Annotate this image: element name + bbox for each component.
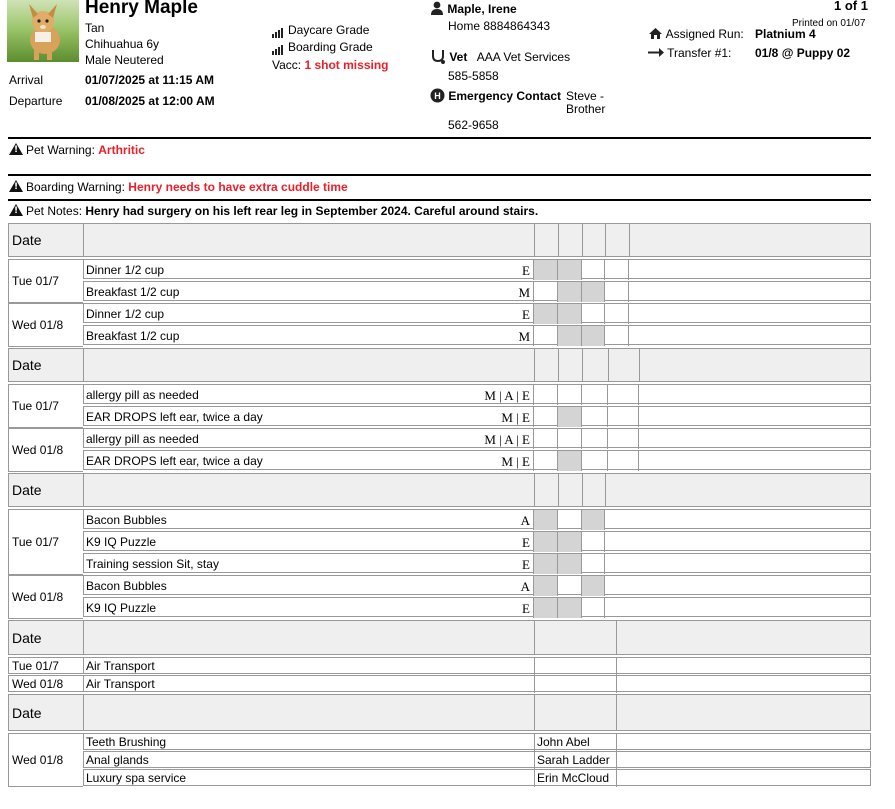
check-box xyxy=(638,407,871,427)
date-header: Date xyxy=(12,629,42,646)
assigned-run: Assigned Run: xyxy=(648,27,744,41)
list-item xyxy=(83,675,871,692)
owner-name: Maple, Irene xyxy=(430,1,517,16)
check-box xyxy=(628,304,871,324)
notes-cell xyxy=(616,658,872,675)
check-box xyxy=(604,282,628,302)
check-box xyxy=(557,407,581,427)
date-header: Date xyxy=(12,357,42,373)
check-box xyxy=(557,510,581,530)
date-header: Date xyxy=(12,232,42,248)
pet-photo xyxy=(7,0,79,62)
item-code: E xyxy=(522,557,530,572)
header-divider xyxy=(605,474,606,506)
warning-icon xyxy=(9,180,23,192)
pet-warning: !Pet Warning: Arthritic xyxy=(9,143,145,157)
check-box xyxy=(557,598,581,618)
check-box xyxy=(533,451,557,471)
arrow-right-icon xyxy=(648,47,664,58)
header-divider xyxy=(534,349,535,381)
item-name: EAR DROPS left ear, twice a day xyxy=(86,454,263,468)
check-row xyxy=(533,553,871,573)
header-divider xyxy=(558,474,559,506)
warning-icon xyxy=(9,204,23,216)
list-item xyxy=(83,509,533,529)
staff-cell xyxy=(534,734,616,751)
check-box xyxy=(533,576,557,596)
check-box xyxy=(638,429,871,449)
header-divider xyxy=(629,224,630,256)
notes-cell xyxy=(616,752,872,769)
item-name: Breakfast 1/2 cup xyxy=(86,329,180,343)
list-item xyxy=(83,751,871,768)
check-box xyxy=(581,598,604,618)
check-box xyxy=(533,510,557,530)
emergency-line: H Emergency Contact xyxy=(430,88,561,103)
list-item xyxy=(83,406,533,426)
divider xyxy=(8,199,871,201)
staff-cell xyxy=(534,752,616,769)
section-header xyxy=(8,348,871,382)
warning-icon xyxy=(9,143,23,155)
pet-notes: !Pet Notes: Henry had surgery on his left rear leg in September 2024. Careful around stairs. xyxy=(9,204,538,218)
header-divider xyxy=(534,474,535,506)
item-code: M xyxy=(518,285,530,300)
staff-name: Erin McCloud xyxy=(537,771,610,785)
header-divider xyxy=(616,695,617,730)
item-name: K9 IQ Puzzle xyxy=(86,601,157,615)
header-divider xyxy=(582,474,583,506)
check-box xyxy=(604,576,871,596)
check-box xyxy=(557,429,581,449)
vet-line: Vet AAA Vet Services xyxy=(430,49,570,65)
check-box xyxy=(581,282,604,302)
check-box xyxy=(557,260,581,280)
service-name: Air Transport xyxy=(86,659,155,673)
check-box xyxy=(581,304,604,324)
check-box xyxy=(607,451,638,471)
item-code: M | A | E xyxy=(484,388,530,403)
date-cell xyxy=(8,657,83,674)
check-box xyxy=(557,385,581,405)
date-label: Tue 01/7 xyxy=(12,274,59,288)
item-name: allergy pill as needed xyxy=(86,388,199,402)
item-name: Training session Sit, stay xyxy=(86,557,219,571)
divider xyxy=(8,174,871,176)
list-item xyxy=(83,531,533,551)
date-label: Wed 01/8 xyxy=(12,753,64,767)
check-row xyxy=(533,259,871,279)
check-box xyxy=(533,554,557,574)
check-box xyxy=(557,304,581,324)
emergency-phone: 562-9658 xyxy=(448,118,499,132)
check-box xyxy=(581,510,604,530)
check-row xyxy=(533,406,871,426)
check-box xyxy=(604,304,628,324)
item-code: E xyxy=(522,263,530,278)
check-box xyxy=(604,598,871,618)
check-box xyxy=(628,326,871,346)
signal-bars-icon xyxy=(272,24,286,35)
date-label: Tue 01/7 xyxy=(12,535,59,549)
vacc-status: Vacc: 1 shot missing xyxy=(272,58,389,72)
vet-phone: 585-5858 xyxy=(448,69,499,83)
check-row xyxy=(533,303,871,323)
section-header xyxy=(8,620,871,655)
item-code: M | A | E xyxy=(484,432,530,447)
check-box xyxy=(581,385,607,405)
check-box xyxy=(533,282,557,302)
item-code: M | E xyxy=(501,454,530,469)
emergency-relation: Brother xyxy=(566,102,606,116)
check-box xyxy=(628,282,871,302)
header-divider xyxy=(608,349,609,381)
transfer-value: 01/8 @ Puppy 02 xyxy=(755,46,851,60)
section-header xyxy=(8,223,871,257)
date-cell xyxy=(8,575,83,619)
header-divider xyxy=(582,224,583,256)
arrival-label: Arrival xyxy=(9,73,44,87)
service-name: Anal glands xyxy=(86,753,149,767)
chihuahua-photo-icon xyxy=(7,0,79,62)
staff-name: John Abel xyxy=(537,735,590,749)
check-box xyxy=(533,385,557,405)
person-icon xyxy=(430,1,444,15)
date-label: Wed 01/8 xyxy=(12,590,64,604)
item-name: Breakfast 1/2 cup xyxy=(86,285,180,299)
item-name: K9 IQ Puzzle xyxy=(86,535,157,549)
assigned-run-value: Platnium 4 xyxy=(755,27,816,41)
date-cell xyxy=(8,303,83,347)
item-code: E xyxy=(522,601,530,616)
check-box xyxy=(557,282,581,302)
check-row xyxy=(533,531,871,551)
item-code: A xyxy=(520,513,530,528)
date-cell xyxy=(8,509,83,575)
service-name: Air Transport xyxy=(86,677,155,691)
check-row xyxy=(533,428,871,448)
boarding-grade: Boarding Grade xyxy=(272,40,373,54)
item-name: Dinner 1/2 cup xyxy=(86,263,165,277)
check-box xyxy=(533,260,557,280)
divider xyxy=(8,137,871,139)
item-name: EAR DROPS left ear, twice a day xyxy=(86,410,263,424)
list-item xyxy=(83,657,871,674)
header-divider xyxy=(534,224,535,256)
item-name: Bacon Bubbles xyxy=(86,579,167,593)
header-divider xyxy=(534,695,535,730)
arrival-value: 01/07/2025 at 11:15 AM xyxy=(85,73,214,87)
check-box xyxy=(581,407,607,427)
pet-sex: Male Neutered xyxy=(85,53,164,67)
check-box xyxy=(581,576,604,596)
check-box xyxy=(581,532,604,552)
check-row xyxy=(533,384,871,404)
home-icon xyxy=(648,27,663,40)
check-box xyxy=(557,451,581,471)
date-label: Wed 01/8 xyxy=(12,677,64,691)
check-row xyxy=(533,281,871,301)
notes-cell xyxy=(616,734,872,751)
date-cell xyxy=(8,675,83,692)
check-box xyxy=(581,554,604,574)
staff-cell xyxy=(534,676,616,693)
header-divider xyxy=(582,349,583,381)
printed-on: Printed on 01/07 xyxy=(792,18,866,27)
date-cell xyxy=(8,733,83,787)
list-item xyxy=(83,450,533,470)
check-row xyxy=(533,450,871,470)
list-item xyxy=(83,384,533,404)
page-indicator: 1 of 1 xyxy=(834,0,868,13)
header-divider xyxy=(534,621,535,654)
check-box xyxy=(581,260,604,280)
check-box xyxy=(607,429,638,449)
check-box xyxy=(581,451,607,471)
check-box xyxy=(604,326,628,346)
signal-bars-icon xyxy=(272,41,286,52)
item-name: Dinner 1/2 cup xyxy=(86,307,165,321)
section-header xyxy=(8,473,871,507)
check-box xyxy=(604,532,871,552)
header-divider xyxy=(558,224,559,256)
item-code: M | E xyxy=(501,410,530,425)
service-name: Luxury spa service xyxy=(86,771,187,785)
list-item xyxy=(83,733,871,750)
check-row xyxy=(533,597,871,617)
item-code: A xyxy=(520,579,530,594)
pet-name: Henry Maple xyxy=(85,0,198,18)
date-label: Wed 01/8 xyxy=(12,318,64,332)
notes-cell xyxy=(616,676,872,693)
departure-value: 01/08/2025 at 12:00 AM xyxy=(85,94,215,108)
header-divider xyxy=(616,621,617,654)
check-box xyxy=(557,576,581,596)
staff-name: Sarah Ladder xyxy=(537,753,610,767)
date-cell xyxy=(8,259,83,303)
list-item xyxy=(83,325,533,345)
hospital-icon xyxy=(430,88,445,103)
item-code: M xyxy=(518,329,530,344)
notes-cell xyxy=(616,770,872,787)
pet-color: Tan xyxy=(85,21,105,35)
item-code: E xyxy=(522,307,530,322)
check-box xyxy=(533,429,557,449)
list-item xyxy=(83,553,533,573)
pet-breed-age: Chihuahua 6y xyxy=(85,37,160,51)
check-box xyxy=(604,260,628,280)
item-code: E xyxy=(522,535,530,550)
check-box xyxy=(581,429,607,449)
check-box xyxy=(533,532,557,552)
staff-cell xyxy=(534,658,616,675)
header-divider xyxy=(639,349,640,381)
check-box xyxy=(557,532,581,552)
check-box xyxy=(604,554,871,574)
check-box xyxy=(533,304,557,324)
check-box xyxy=(581,326,604,346)
check-box xyxy=(533,407,557,427)
check-box xyxy=(557,554,581,574)
departure-label: Departure xyxy=(9,94,63,108)
check-row xyxy=(533,325,871,345)
list-item xyxy=(83,259,533,279)
check-box xyxy=(638,385,871,405)
check-box xyxy=(607,407,638,427)
svg-text:H: H xyxy=(434,91,441,101)
list-item xyxy=(83,597,533,617)
staff-cell xyxy=(534,770,616,787)
boarding-warning: !Boarding Warning: Henry needs to have extra cuddle time xyxy=(9,180,348,194)
check-box xyxy=(628,260,871,280)
date-header: Date xyxy=(12,704,42,721)
list-item xyxy=(83,575,533,595)
date-label: Tue 01/7 xyxy=(12,399,59,413)
owner-home-phone: Home 8884864343 xyxy=(448,19,551,33)
header-divider xyxy=(558,349,559,381)
check-box xyxy=(604,510,871,530)
stethoscope-icon xyxy=(430,49,446,65)
item-name: allergy pill as needed xyxy=(86,432,199,446)
check-box xyxy=(638,451,871,471)
date-header: Date xyxy=(12,482,42,498)
check-row xyxy=(533,575,871,595)
check-box xyxy=(533,598,557,618)
check-row xyxy=(533,509,871,529)
check-box xyxy=(607,385,638,405)
list-item xyxy=(83,281,533,301)
date-label: Wed 01/8 xyxy=(12,443,64,457)
header-divider xyxy=(605,224,606,256)
item-name: Bacon Bubbles xyxy=(86,513,167,527)
daycare-grade: Daycare Grade xyxy=(272,23,369,37)
date-label: Tue 01/7 xyxy=(12,659,59,673)
transfer: Transfer #1: xyxy=(648,46,731,60)
section-header xyxy=(8,694,871,731)
list-item xyxy=(83,769,871,786)
date-cell xyxy=(8,428,83,472)
list-item xyxy=(83,303,533,323)
check-box xyxy=(533,326,557,346)
check-box xyxy=(557,326,581,346)
date-cell xyxy=(8,384,83,428)
service-name: Teeth Brushing xyxy=(86,735,167,749)
emergency-name: Steve - xyxy=(566,89,605,103)
list-item xyxy=(83,428,533,448)
